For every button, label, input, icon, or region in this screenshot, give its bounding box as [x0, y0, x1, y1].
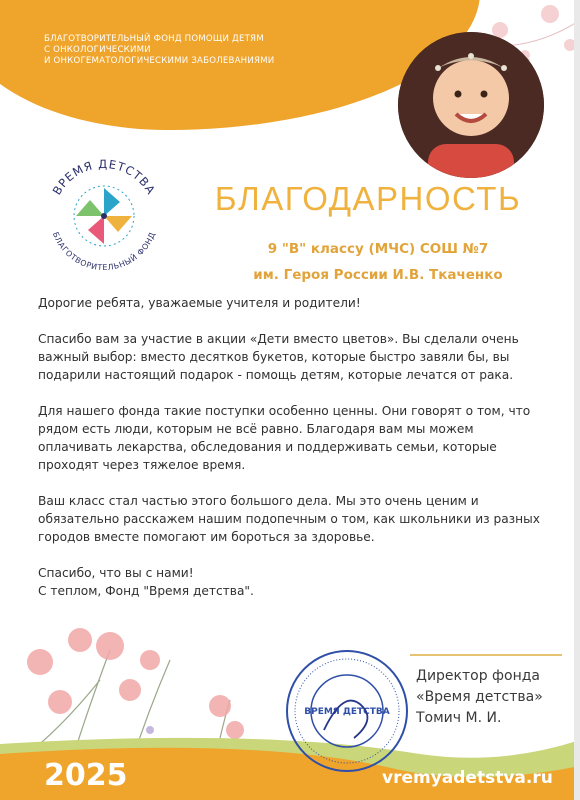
- page-edge: [574, 0, 580, 800]
- text-line: городов вместе помогают им бороться за здоровье.: [38, 530, 375, 544]
- paragraph-value: [38, 402, 550, 474]
- text-line: оплачивать лекарства, обследования и поддерживать семьи, которые: [38, 440, 497, 454]
- foundation-line: С ОНКОЛОГИЧЕСКИМИ: [44, 45, 151, 55]
- greeting: [38, 294, 550, 312]
- recipient: [178, 236, 578, 288]
- foundation-stamp: [284, 648, 410, 774]
- signature-role: Директор фонда: [416, 668, 540, 684]
- website-link[interactable]: vremyadetstva.ru: [382, 768, 553, 788]
- text-line: рядом есть люди, которым не всё равно. Благодаря вам мы можем: [38, 422, 474, 436]
- foundation-line: И ОНКОГЕМАТОЛОГИЧЕСКИМИ ЗАБОЛЕВАНИЯМИ: [44, 56, 275, 66]
- foundation-logo: [40, 150, 168, 274]
- child-photo: [398, 32, 544, 178]
- foundation-description: [44, 34, 344, 67]
- text-line: проходят через тяжелое время.: [38, 458, 246, 472]
- signature-org: «Время детства»: [416, 689, 543, 705]
- svg-text:БЛАГОТВОРИТЕЛЬНЫЙ ФОНД: [51, 231, 157, 272]
- foundation-line: БЛАГОТВОРИТЕЛЬНЫЙ ФОНД ПОМОЩИ ДЕТЯМ: [44, 34, 264, 44]
- paragraph-class: [38, 492, 550, 546]
- closing: [38, 564, 550, 600]
- text-line: Спасибо вам за участие в акции «Дети вместо цветов». Вы сделали очень: [38, 332, 519, 346]
- text-line: Спасибо, что вы с нами!: [38, 566, 194, 580]
- letter-body: [38, 294, 550, 618]
- recipient-school: им. Героя России И.В. Ткаченко: [253, 267, 503, 283]
- signature-block: [416, 666, 576, 729]
- text-line: подарили настоящий подарок - помощь детям, которые лечатся от рака.: [38, 368, 514, 382]
- logo-bottom-text: БЛАГОТВОРИТЕЛЬНЫЙ ФОНД: [50, 230, 158, 273]
- recipient-class: 9 "В" классу (МЧС) СОШ №7: [267, 241, 489, 257]
- signature-name: Томич М. И.: [416, 710, 502, 726]
- stamp-center-text: ВРЕМЯ ДЕТСТВА: [304, 707, 390, 717]
- paragraph-thanks: [38, 330, 550, 384]
- text-line: Дорогие ребята, уважаемые учителя и родители!: [38, 296, 361, 310]
- text-line: Для нашего фонда такие поступки особенно ценны. Они говорят о том, что: [38, 404, 531, 418]
- pinwheel-icon: [74, 186, 134, 246]
- text-line: обязательно расскажем нашим подопечным о том, как школьники из разных: [38, 512, 540, 526]
- text-line: важный выбор: вместо десятков букетов, которые быстро завяли бы, вы: [38, 350, 510, 364]
- signature-divider: [410, 654, 562, 656]
- year: 2025: [44, 758, 128, 793]
- logo-top-text: ВРЕМЯ ДЕТСТВА: [49, 156, 159, 198]
- text-line: Ваш класс стал частью этого большого дела. Мы это очень ценим и: [38, 494, 479, 508]
- text-line: С теплом, Фонд "Время детства".: [38, 584, 254, 598]
- page-title: БЛАГОДАРНОСТЬ: [214, 180, 522, 217]
